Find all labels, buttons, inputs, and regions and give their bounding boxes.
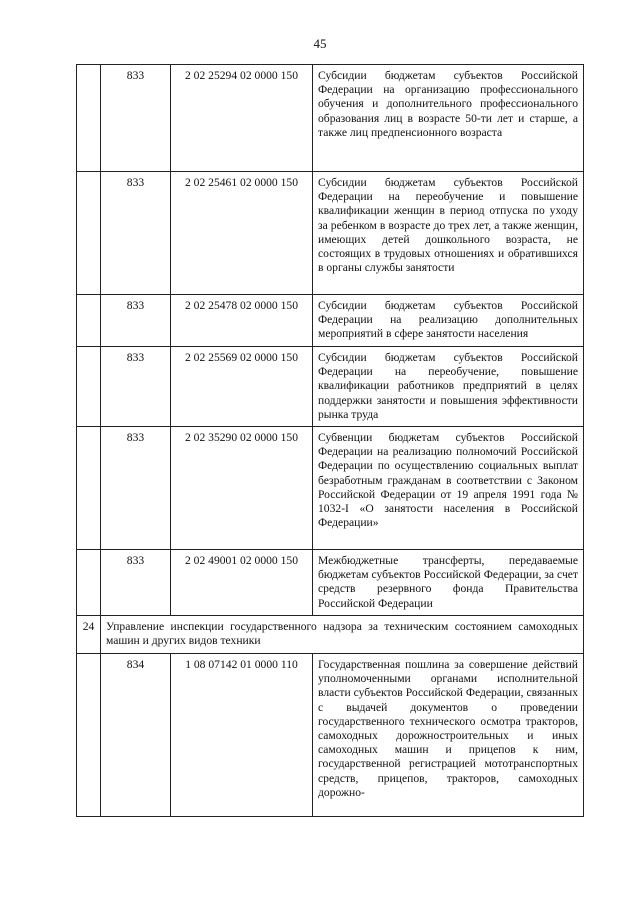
revenue-code-cell: 2 02 25569 02 0000 150 [171, 347, 313, 427]
admin-code-cell: 834 [101, 654, 171, 817]
admin-code-cell: 833 [101, 172, 171, 295]
revenue-codes-table [76, 64, 584, 817]
revenue-description-cell: Межбюджетные трансферты, передаваемые бюджетам субъектов Российской Федерации, за счет средств резервного фонда Правительства Российской Федерации [313, 550, 584, 616]
revenue-description-cell: Государственная пошлина за совершение действий уполномоченными органами исполнительной власти субъектов Российской Федерации, связанных с выдачей документов о проведении государственного технического осмотра тракторов, самоходных дорожностроительных и иных самоходных машин и прицепов к ним, государственной регистрацией мототранспортных средств, прицепов, тракторов, самоходных дорожно- [313, 654, 584, 817]
table-row [77, 654, 584, 817]
section-title: Управление инспекции государственного надзора за техническим состоянием самоходных машин и других видов техники [101, 616, 584, 654]
admin-code-cell: 833 [101, 427, 171, 550]
revenue-description-cell: Субсидии бюджетам субъектов Российской Федерации на реализацию дополнительных мероприятий в сфере занятости населения [313, 295, 584, 347]
revenue-code-cell: 2 02 25461 02 0000 150 [171, 172, 313, 295]
row-number-cell [77, 172, 101, 295]
admin-code-cell: 833 [101, 295, 171, 347]
table-row [77, 65, 584, 172]
revenue-code-cell: 1 08 07142 01 0000 110 [171, 654, 313, 817]
table-row [77, 550, 584, 616]
row-number-cell [77, 65, 101, 172]
admin-code-cell: 833 [101, 550, 171, 616]
revenue-description-cell: Субсидии бюджетам субъектов Российской Федерации на переобучение, повышение квалификации работников предприятий в целях поддержки занятости и повышения эффективности рынка труда [313, 347, 584, 427]
revenue-description-cell: Субсидии бюджетам субъектов Российской Федерации на организацию профессионального обучения и дополнительного профессионального образования лиц в возрасте 50-ти лет и старше, а также лиц предпенсионного возраста [313, 65, 584, 172]
revenue-code-cell: 2 02 25478 02 0000 150 [171, 295, 313, 347]
row-number-cell [77, 295, 101, 347]
table-row [77, 427, 584, 550]
section-number: 24 [77, 616, 101, 654]
revenue-code-cell: 2 02 35290 02 0000 150 [171, 427, 313, 550]
admin-code-cell: 833 [101, 65, 171, 172]
revenue-description-cell: Субвенции бюджетам субъектов Российской Федерации на реализацию полномочий Российской Федерации по осуществлению социальных выплат безработным гражданам в соответствии с Законом Российской Федерации от 19 апреля 1991 года № 1032-I «О занятости населения в Российской Федерации» [313, 427, 584, 550]
table-row [77, 295, 584, 347]
table-row [77, 347, 584, 427]
revenue-description-cell: Субсидии бюджетам субъектов Российской Федерации на переобучение и повышение квалификации женщин в период отпуска по уходу за ребенком в возрасте до трех лет, а также женщин, имеющих детей дошкольного возраста, не состоящих в трудовых отношениях и обратившихся в органы службы занятости [313, 172, 584, 295]
row-number-cell [77, 654, 101, 817]
revenue-code-cell: 2 02 25294 02 0000 150 [171, 65, 313, 172]
page-number: 45 [313, 36, 327, 51]
admin-code-cell: 833 [101, 347, 171, 427]
row-number-cell [77, 347, 101, 427]
section-header-row [77, 616, 584, 654]
row-number-cell [77, 427, 101, 550]
revenue-code-cell: 2 02 49001 02 0000 150 [171, 550, 313, 616]
table-row [77, 172, 584, 295]
row-number-cell [77, 550, 101, 616]
